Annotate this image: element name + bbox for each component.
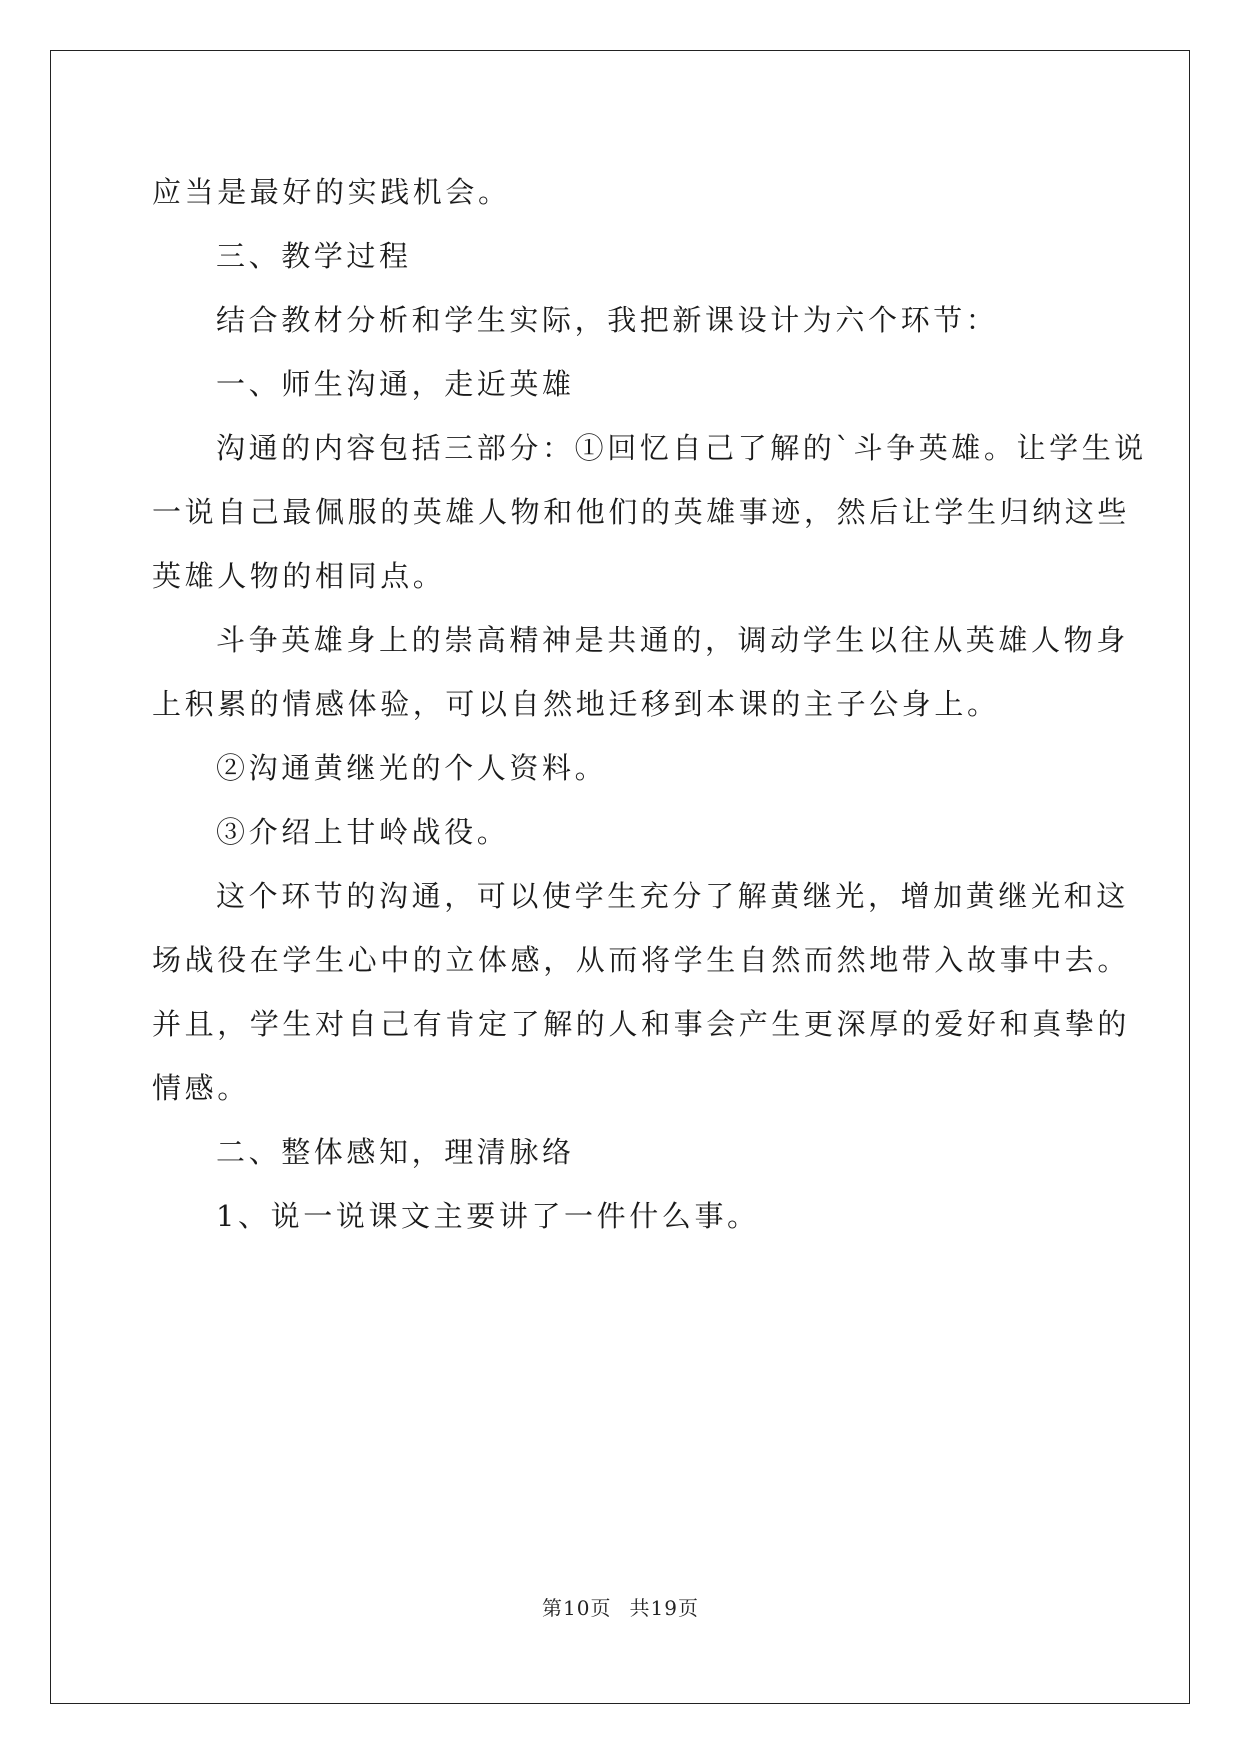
text-line: 上积累的情感体验，可以自然地迁移到本课的主子公身上。 <box>152 687 1000 721</box>
text-line: 斗争英雄身上的崇高精神是共通的，调动学生以往从英雄人物身 <box>216 623 1129 657</box>
text-line: 二、整体感知，理清脉络 <box>216 1135 575 1169</box>
section-heading <box>152 224 1092 288</box>
paragraph <box>152 736 1092 800</box>
paragraph <box>152 608 1129 736</box>
text-line: 1、说一说课文主要讲了一件什么事。 <box>216 1199 760 1233</box>
text-line: ②沟通黄继光的个人资料。 <box>216 751 608 785</box>
text-line: 一、师生沟通，走近英雄 <box>216 367 575 401</box>
document-body <box>152 160 1147 1248</box>
paragraph <box>152 160 1092 224</box>
page-number: 第10页 <box>542 1596 612 1620</box>
text-line: 场战役在学生心中的立体感，从而将学生自然而然地带入故事中去。 <box>152 943 1131 977</box>
text-line: 沟通的内容包括三部分：①回忆自己了解的`斗争英雄。让学生说 <box>216 431 1147 465</box>
text-line: 三、教学过程 <box>216 239 412 273</box>
paragraph <box>152 288 1092 352</box>
paragraph <box>152 416 1147 608</box>
text-line: 结合教材分析和学生实际，我把新课设计为六个环节： <box>216 303 999 337</box>
text-line: 一说自己最佩服的英雄人物和他们的英雄事迹，然后让学生归纳这些 <box>152 495 1131 529</box>
text-line: 并且，学生对自己有肯定了解的人和事会产生更深厚的爱好和真挚的 <box>152 1007 1131 1041</box>
paragraph <box>152 1184 1092 1248</box>
text-line: 英雄人物的相同点。 <box>152 559 446 593</box>
section-heading <box>152 1120 1092 1184</box>
text-line: 这个环节的沟通，可以使学生充分了解黄继光，增加黄继光和这 <box>216 879 1129 913</box>
page-footer <box>0 1592 1241 1621</box>
section-heading <box>152 352 1092 416</box>
text-line: ③介绍上甘岭战役。 <box>216 815 510 849</box>
paragraph <box>152 800 1092 864</box>
page-total: 共19页 <box>629 1596 699 1620</box>
paragraph <box>152 864 1131 1120</box>
text-line: 情感。 <box>152 1071 250 1105</box>
text-line: 应当是最好的实践机会。 <box>152 175 511 209</box>
